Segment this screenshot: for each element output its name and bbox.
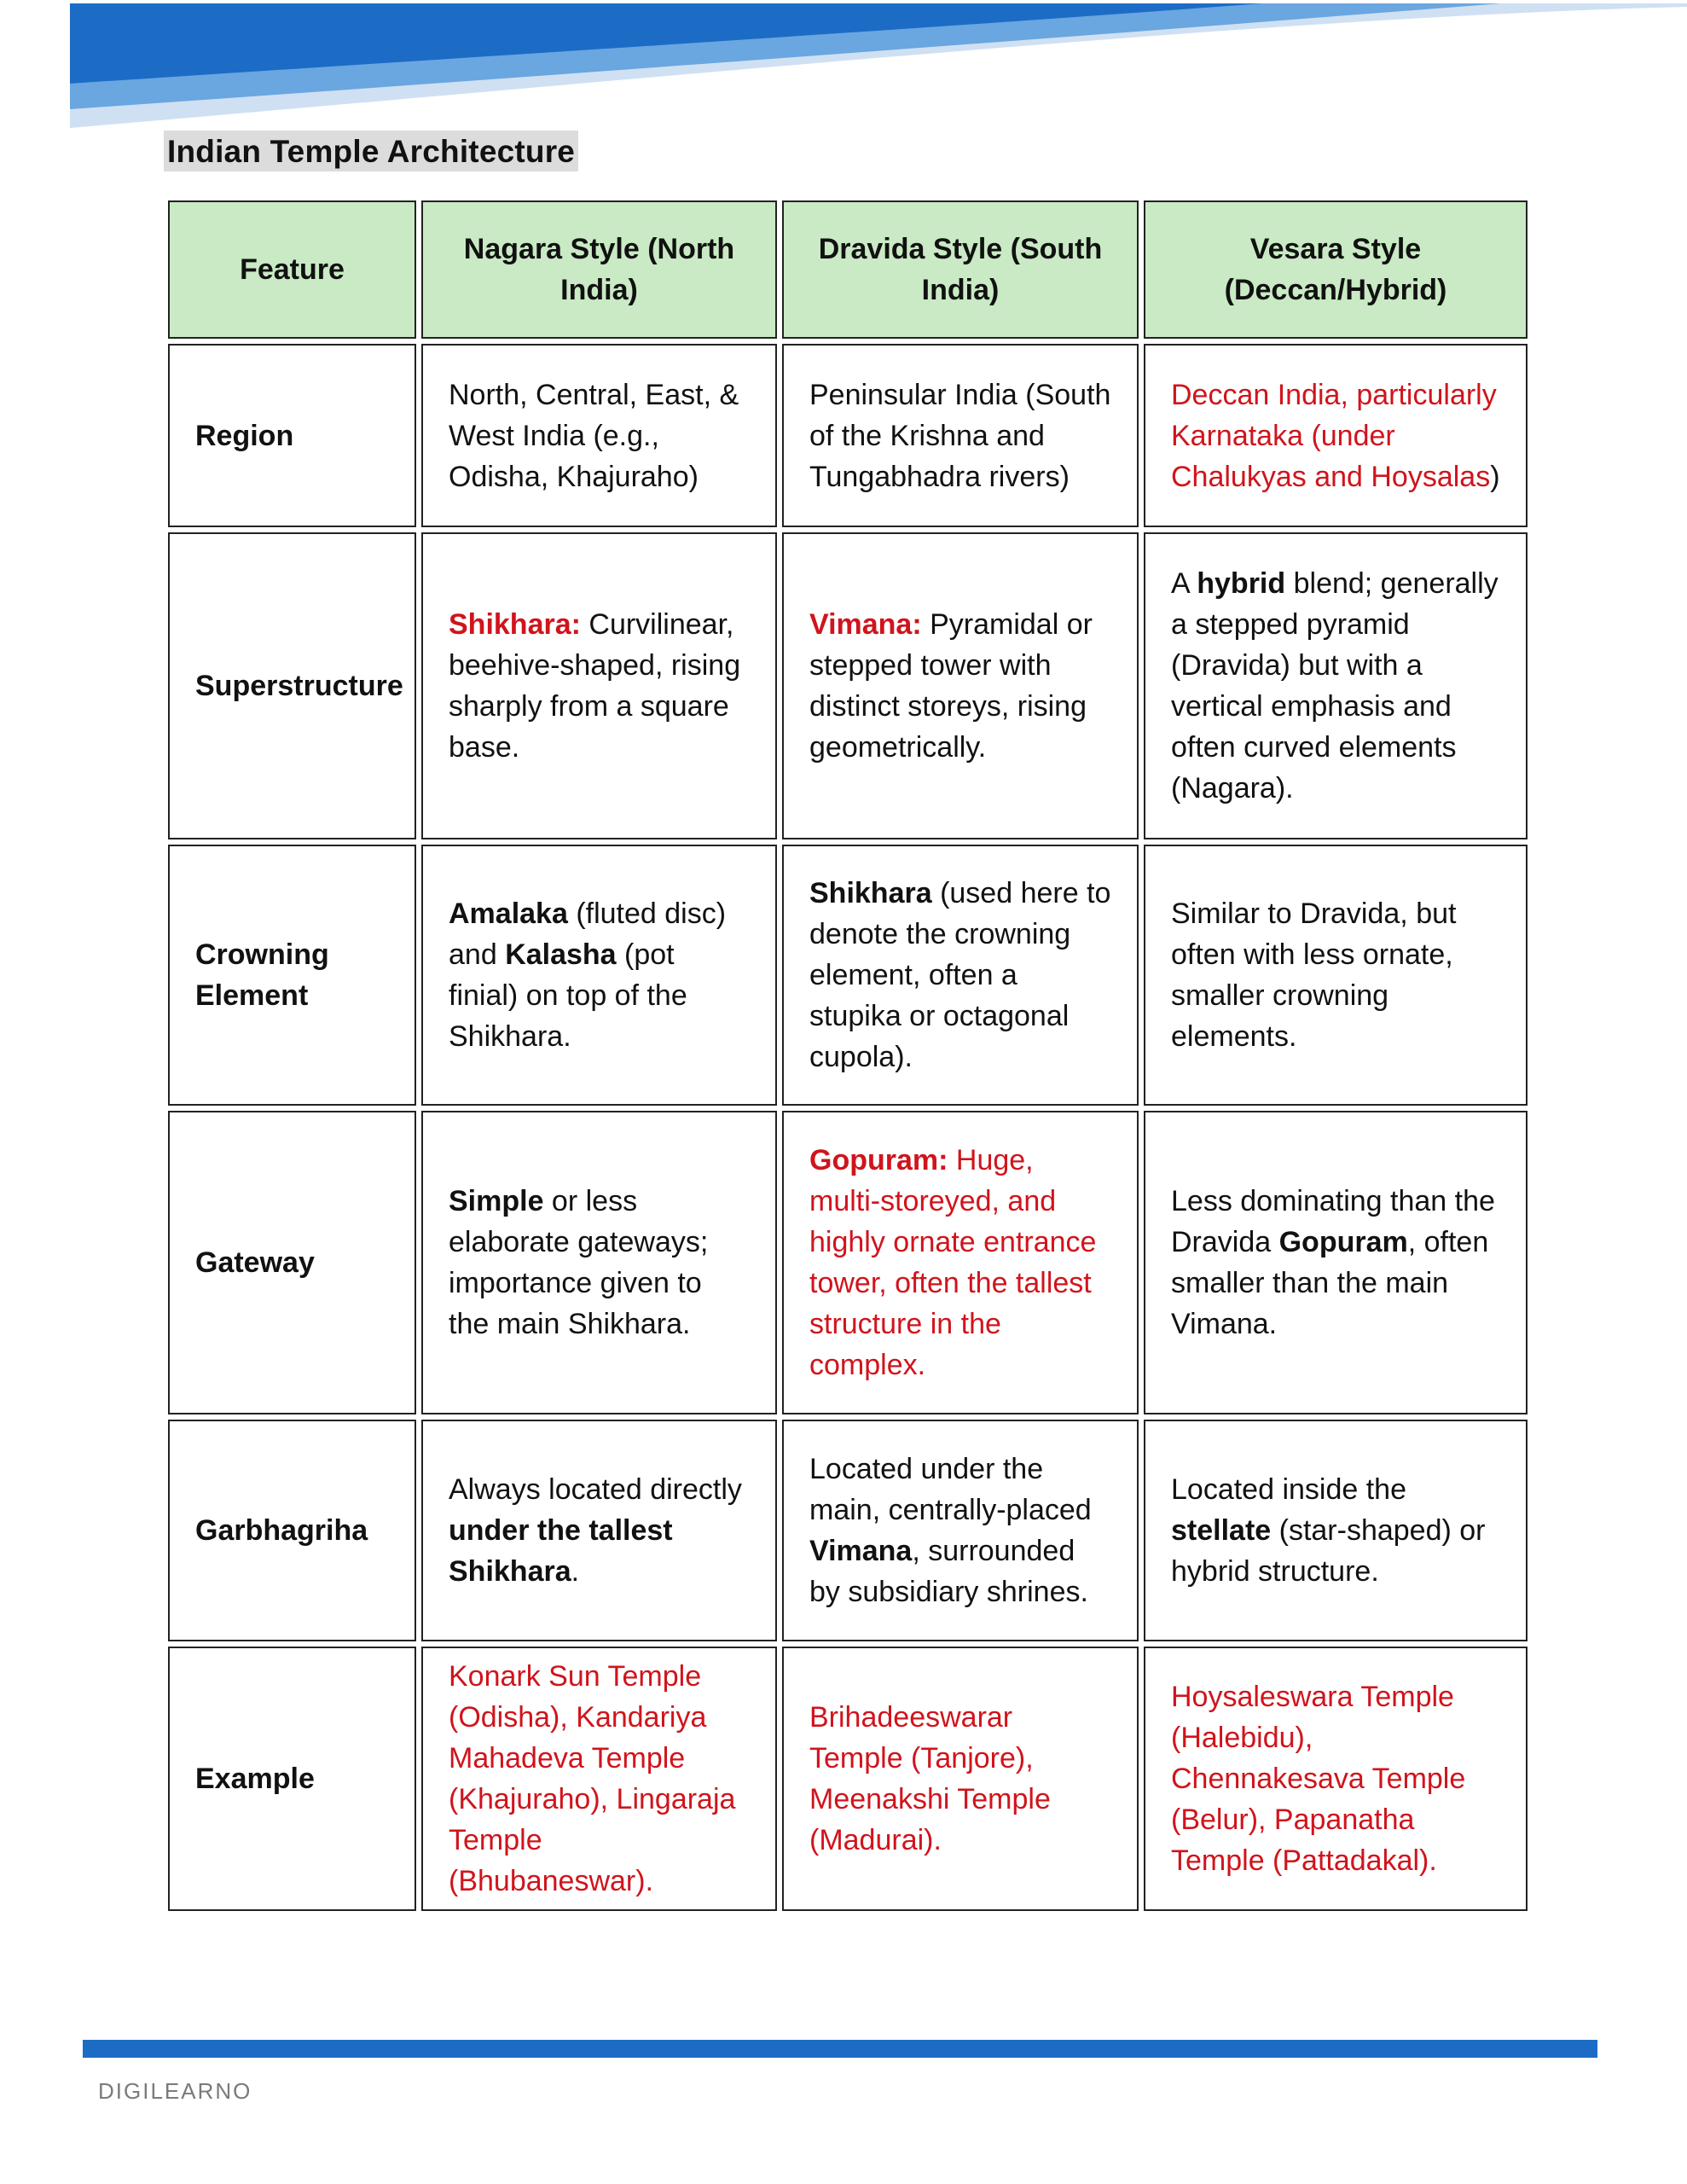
garbhagriha-vesara: Located inside the stellate (star-shaped) or hybrid structure.	[1144, 1420, 1528, 1641]
row-label-garbhagriha: Garbhagriha	[168, 1420, 416, 1641]
header-feature: Feature	[168, 200, 416, 339]
crowning-dravida: Shikhara (used here to denote the crowning element, often a stupika or octagonal cupola).	[782, 845, 1139, 1106]
crowning-nagara: Amalaka (fluted disc) and Kalasha (pot finial) on top of the Shikhara.	[421, 845, 777, 1106]
example-vesara: Hoysaleswara Temple (Halebidu), Chennakesava Temple (Belur), Papanatha Temple (Pattadakal).	[1144, 1647, 1528, 1911]
gateway-nagara: Simple or less elaborate gateways; importance given to the main Shikhara.	[421, 1111, 777, 1414]
row-label-gateway: Gateway	[168, 1111, 416, 1414]
garbhagriha-nagara: Always located directly under the tallest Shikhara.	[421, 1420, 777, 1641]
row-label-example: Example	[168, 1647, 416, 1911]
header-vesara: Vesara Style (Deccan/Hybrid)	[1144, 200, 1528, 339]
superstructure-dravida: Vimana: Pyramidal or stepped tower with distinct storeys, rising geometrically.	[782, 532, 1139, 839]
superstructure-vesara: A hybrid blend; generally a stepped pyramid (Dravida) but with a vertical emphasis and often curved elements (Nagara).	[1144, 532, 1528, 839]
footer-brand: DIGILEARNO	[98, 2078, 252, 2104]
example-dravida: Brihadeeswarar Temple (Tanjore), Meenakshi Temple (Madurai).	[782, 1647, 1139, 1911]
row-label-superstructure: Superstructure	[168, 532, 416, 839]
region-vesara: Deccan India, particularly Karnataka (under Chalukyas and Hoysalas)	[1144, 344, 1528, 527]
footer-bar	[83, 2040, 1597, 2058]
header-nagara: Nagara Style (North India)	[421, 200, 777, 339]
gateway-vesara: Less dominating than the Dravida Gopuram, often smaller than the main Vimana.	[1144, 1111, 1528, 1414]
superstructure-nagara: Shikhara: Curvilinear, beehive-shaped, rising sharply from a square base.	[421, 532, 777, 839]
row-label-region: Region	[168, 344, 416, 527]
garbhagriha-dravida: Located under the main, centrally-placed Vimana, surrounded by subsidiary shrines.	[782, 1420, 1139, 1641]
page-title: Indian Temple Architecture	[164, 131, 578, 171]
gateway-dravida: Gopuram: Huge, multi-storeyed, and highly ornate entrance tower, often the tallest structure in the complex.	[782, 1111, 1139, 1414]
region-nagara: North, Central, East, & West India (e.g., Odisha, Khajuraho)	[421, 344, 777, 527]
region-dravida: Peninsular India (South of the Krishna and Tungabhadra rivers)	[782, 344, 1139, 527]
crowning-vesara: Similar to Dravida, but often with less ornate, smaller crowning elements.	[1144, 845, 1528, 1106]
temple-comparison-table	[168, 200, 1528, 1911]
row-label-crowning-element: Crowning Element	[168, 845, 416, 1106]
header-wave-band	[0, 0, 1687, 141]
header-dravida: Dravida Style (South India)	[782, 200, 1139, 339]
example-nagara: Konark Sun Temple (Odisha), Kandariya Mahadeva Temple (Khajuraho), Lingaraja Temple (Bhubaneswar).	[421, 1647, 777, 1911]
